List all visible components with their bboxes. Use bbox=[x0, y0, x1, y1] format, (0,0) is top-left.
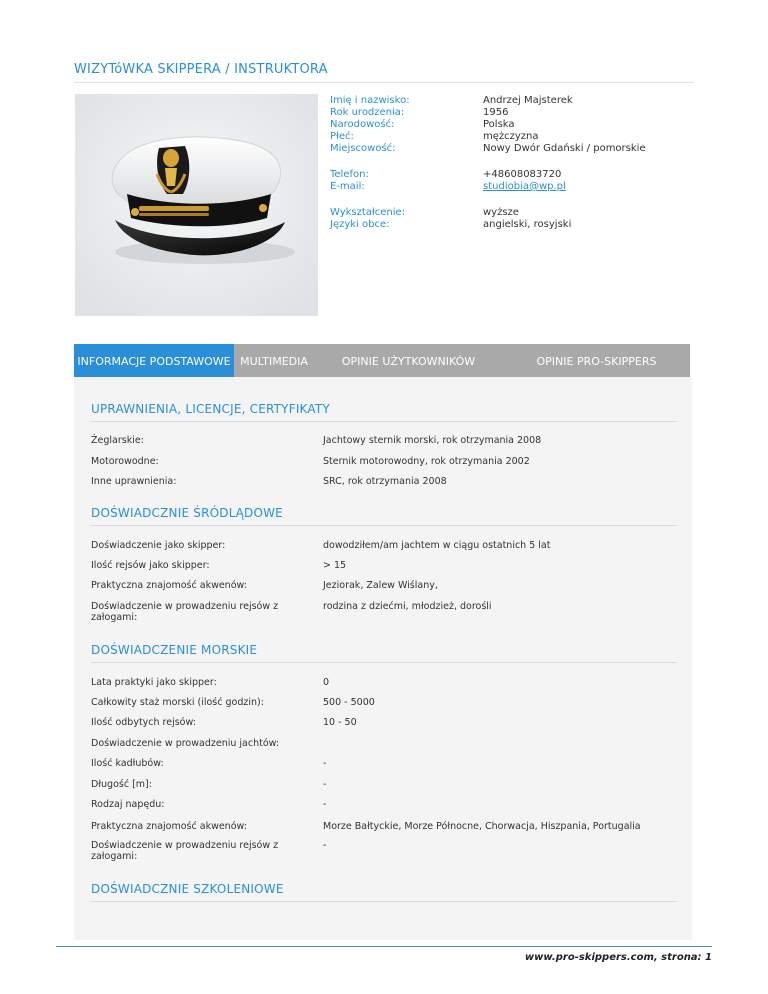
row-label: Doświadczenie w prowadzeniu rejsów z załogami: bbox=[91, 601, 279, 623]
section-divider bbox=[91, 525, 676, 526]
nationality-label: Narodowość: bbox=[330, 119, 395, 130]
profile-info bbox=[330, 95, 646, 245]
section-divider bbox=[91, 901, 676, 902]
tab-multimedia[interactable] bbox=[234, 344, 314, 377]
row-label: Doświadczenie w prowadzeniu rejsów z załogami: bbox=[91, 840, 279, 862]
row-value: dowodziłem/am jachtem w ciągu ostatnich 5 lat bbox=[323, 540, 551, 551]
row-value: - bbox=[323, 779, 327, 790]
info-row bbox=[330, 207, 646, 219]
row-label: Lata praktyki jako skipper: bbox=[91, 677, 217, 688]
info-row bbox=[330, 131, 646, 143]
row-value: 0 bbox=[323, 677, 330, 688]
info-row bbox=[330, 119, 646, 131]
title-divider bbox=[74, 82, 694, 83]
tab-pro-skippers-reviews[interactable] bbox=[503, 344, 690, 377]
info-row bbox=[330, 219, 646, 231]
row-value: 500 - 5000 bbox=[323, 697, 375, 708]
tab-label: OPINIE PRO-SKIPPERS bbox=[536, 355, 657, 368]
captain-hat-icon bbox=[75, 94, 318, 316]
tab-bar bbox=[74, 344, 690, 377]
city-label: Miejscowość: bbox=[330, 143, 396, 154]
name-value: Andrzej Majsterek bbox=[483, 95, 573, 106]
row-label: Ilość odbytych rejsów: bbox=[91, 717, 196, 728]
row-value: - bbox=[323, 840, 327, 851]
birth-year-value: 1956 bbox=[483, 107, 509, 118]
section-title-inland: DOŚWIADCZNIE ŚRÓDLĄDOWE bbox=[91, 506, 283, 520]
row-value: Jeziorak, Zalew Wiślany, bbox=[323, 580, 438, 591]
row-label: Inne uprawnienia: bbox=[91, 476, 177, 487]
education-value: wyższe bbox=[483, 207, 519, 218]
row-label: Praktyczna znajomość akwenów: bbox=[91, 821, 247, 832]
birth-year-label: Rok urodzenia: bbox=[330, 107, 405, 118]
section-title-licences: UPRAWNIENIA, LICENCJE, CERTYFIKATY bbox=[91, 402, 330, 416]
row-value: Morze Bałtyckie, Morze Północne, Chorwacja, Hiszpania, Portugalia bbox=[323, 821, 641, 832]
education-label: Wykształcenie: bbox=[330, 207, 406, 218]
row-value: Sternik motorowodny, rok otrzymania 2002 bbox=[323, 456, 530, 467]
section-divider bbox=[91, 421, 676, 422]
row-label: Doświadczenie w prowadzeniu jachtów: bbox=[91, 738, 280, 749]
phone-value: +48608083720 bbox=[483, 169, 562, 180]
row-value: - bbox=[323, 758, 327, 769]
phone-label: Telefon: bbox=[330, 169, 369, 180]
email-link[interactable]: studiobia@wp.pl bbox=[483, 181, 566, 192]
page-title: WIZYTóWKA SKIPPERA / INSTRUKTORA bbox=[74, 62, 328, 77]
city-value: Nowy Dwór Gdański / pomorskie bbox=[483, 143, 646, 154]
languages-value: angielski, rosyjski bbox=[483, 219, 572, 230]
nationality-value: Polska bbox=[483, 119, 515, 130]
personal-group bbox=[330, 95, 646, 155]
gender-value: mężczyzna bbox=[483, 131, 539, 142]
tab-user-reviews[interactable] bbox=[314, 344, 503, 377]
row-value: rodzina z dziećmi, młodzież, dorośli bbox=[323, 601, 492, 612]
row-label: Doświadczenie jako skipper: bbox=[91, 540, 226, 551]
tab-basic-info[interactable] bbox=[74, 344, 234, 377]
contact-group bbox=[330, 169, 646, 193]
info-row bbox=[330, 143, 646, 155]
languages-label: Języki obce: bbox=[330, 219, 390, 230]
row-value: - bbox=[323, 799, 327, 810]
tab-label: MULTIMEDIA bbox=[240, 355, 308, 368]
row-value: > 15 bbox=[323, 560, 347, 571]
section-divider bbox=[91, 662, 676, 663]
name-label: Imię i nazwisko: bbox=[330, 95, 410, 106]
row-label: Ilość kadłubów: bbox=[91, 758, 164, 769]
tab-label: OPINIE UŻYTKOWNIKÓW bbox=[341, 355, 476, 368]
row-value: 10 - 50 bbox=[323, 717, 357, 728]
info-row bbox=[330, 95, 646, 107]
info-row bbox=[330, 107, 646, 119]
footer-text: www.pro-skippers.com, strona: 1 bbox=[524, 952, 712, 963]
row-label: Całkowity staż morski (ilość godzin): bbox=[91, 697, 264, 708]
info-row bbox=[330, 169, 646, 181]
section-title-training: DOŚWIADCZNIE SZKOLENIOWE bbox=[91, 882, 284, 896]
row-label: Ilość rejsów jako skipper: bbox=[91, 560, 210, 571]
row-label: Praktyczna znajomość akwenów: bbox=[91, 580, 247, 591]
row-label: Długość [m]: bbox=[91, 779, 152, 790]
footer-divider bbox=[56, 946, 712, 947]
tab-label: INFORMACJE PODSTAWOWE bbox=[77, 355, 231, 368]
education-group bbox=[330, 207, 646, 231]
info-row bbox=[330, 181, 646, 193]
profile-photo bbox=[75, 94, 318, 316]
row-label: Rodzaj napędu: bbox=[91, 799, 165, 810]
row-label: Żeglarskie: bbox=[91, 435, 144, 446]
gender-label: Płeć: bbox=[330, 131, 354, 142]
row-value: SRC, rok otrzymania 2008 bbox=[323, 476, 447, 487]
email-label: E-mail: bbox=[330, 181, 365, 192]
row-value: Jachtowy sternik morski, rok otrzymania 2008 bbox=[323, 435, 542, 446]
row-label: Motorowodne: bbox=[91, 456, 159, 467]
section-title-sea: DOŚWIADCZENIE MORSKIE bbox=[91, 643, 258, 657]
